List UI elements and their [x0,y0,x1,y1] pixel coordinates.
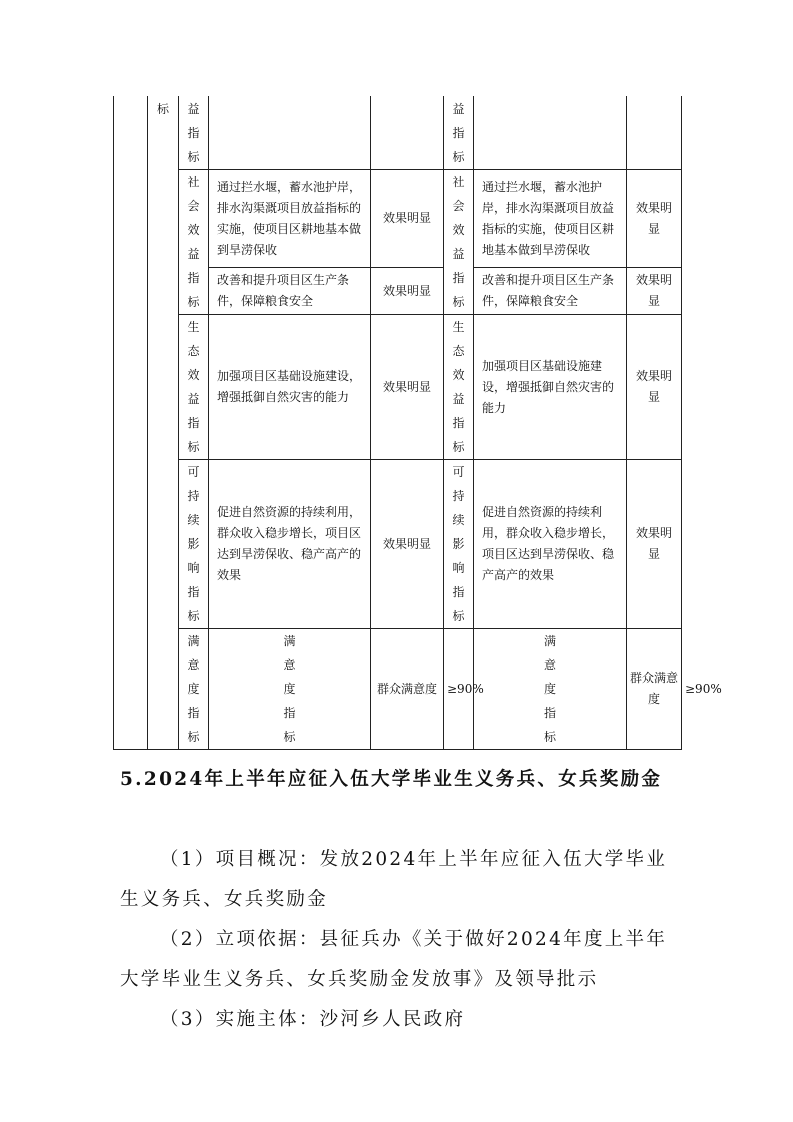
table-cell-subcategory-right [444,96,474,170]
table-cell-value [371,96,444,170]
table-cell-subcategory [179,460,209,629]
table-row [114,629,682,750]
satisfaction-content: 群众满意度 [376,681,437,696]
performance-indicator-table [113,96,722,750]
table-row [114,315,682,460]
table-cell-subcategory [179,315,209,460]
table-cell-value-right [627,170,682,268]
sustainability-content: 促进自然资源的持续利用，群众收入稳步增长，项目区达到旱涝保收、稳产高产的效果 [217,505,362,582]
table-cell-content-right [627,629,682,750]
table-cell-subcategory [209,629,371,750]
table-cell-value [371,315,444,460]
table-cell-content-right [474,315,627,460]
table-cell-subcategory [179,170,209,315]
table-cell-content [209,460,371,629]
eco-benefit-content: 加强项目区基础设施建设，增强抵御自然灾害的能力 [217,369,362,404]
social-benefit-content-2-right: 改善和提升项目区生产条件，保障粮食安全 [482,273,615,308]
subcategory-label: 益指标 [187,102,200,164]
eco-benefit-label: 生态效益指标 [187,320,200,454]
sustainability-label: 可持续影响指标 [187,465,200,623]
satisfaction-value-right: ≥90% [685,681,722,696]
satisfaction-label: 满意度指标 [283,634,296,744]
table-cell-value [371,460,444,629]
table-cell-value [444,629,484,750]
table-cell-content-right [474,96,627,170]
sustainability-label-right: 可持续影响指标 [452,465,465,623]
social-benefit-content-2: 改善和提升项目区生产条件，保障粮食安全 [217,273,350,308]
social-benefit-content: 通过拦水堰，蓄水池护岸，排水沟渠溉项目放益指标的实施，使项目区耕地基本做到旱涝保收 [217,179,362,257]
table-row [114,170,682,268]
satisfaction-label-right: 满意度指标 [543,634,556,744]
social-benefit-value: 效果明显 [382,211,431,225]
social-benefit-value-right: 效果明显 [635,200,672,236]
social-benefit-content-right: 通过拦水堰，蓄水池护岸，排水沟渠溉项目放益指标的实施，使项目区耕地基本做到旱涝保收 [482,179,615,257]
table-cell-content [209,96,371,170]
satisfaction-content-right: 群众满意度 [630,671,679,706]
social-benefit-value-2-right: 效果明显 [635,273,672,308]
satisfaction-value: ≥90% [447,681,484,696]
paragraph-overview: （1）项目概况：发放2024年上半年应征入伍大学毕业生义务兵、女兵奖励金 [120,849,668,910]
table-cell-value-right [627,315,682,460]
table-cell-subcategory-right [444,315,474,460]
table-cell-value [371,268,444,315]
table-cell-content [209,170,371,268]
eco-benefit-value-right: 效果明显 [635,369,672,404]
table-cell-content [209,315,371,460]
sustainability-content-right: 促进自然资源的持续利用，群众收入稳步增长，项目区达到旱涝保收、稳产高产的效果 [482,505,615,582]
eco-benefit-content-right: 加强项目区基础设施建设，增强抵御自然灾害的能力 [482,358,615,415]
table-cell-content [371,629,444,750]
table-cell-content-right [474,170,627,268]
paragraph-implementer: （3）实施主体：沙河乡人民政府 [160,1009,466,1030]
table-cell-value [371,170,444,268]
satisfaction-category-label: 满意度指标 [187,634,200,744]
table-cell-value-right [627,460,682,629]
subcategory-label-right: 益指标 [452,102,465,164]
eco-benefit-value: 效果明显 [382,379,431,394]
paragraph-basis: （2）立项依据：县征兵办《关于做好2024年度上半年大学毕业生义务兵、女兵奖励金发放事》及领导批示 [120,929,668,990]
sustainability-value-right: 效果明显 [635,526,672,561]
table-cell-subcategory-right [474,629,627,750]
social-benefit-label-right: 社会效益指标 [452,175,465,309]
social-benefit-label: 社会效益指标 [187,175,200,309]
table-row [114,460,682,629]
table-cell-content-right [474,460,627,629]
table-cell-content-right [474,268,627,315]
table-cell-subcategory-right [444,460,474,629]
table-cell-value-right [627,96,682,170]
table-cell-value-right [627,268,682,315]
sustainability-value: 效果明显 [382,536,431,551]
table-row [114,96,682,170]
table-cell-subcategory-right [444,170,474,315]
table-cell-satisfaction-category [179,629,209,750]
table-cell-content [209,268,371,315]
table-cell-subcategory [179,96,209,170]
social-benefit-value-2: 效果明显 [382,283,431,298]
table-cell-category [148,96,179,750]
eco-benefit-label-right: 生态效益指标 [452,320,465,454]
table-cell-outer [114,96,148,750]
category-label: 标 [156,102,169,116]
section-heading: 5.2024年上半年应征入伍大学毕业生义务兵、女兵奖励金 [120,769,663,790]
